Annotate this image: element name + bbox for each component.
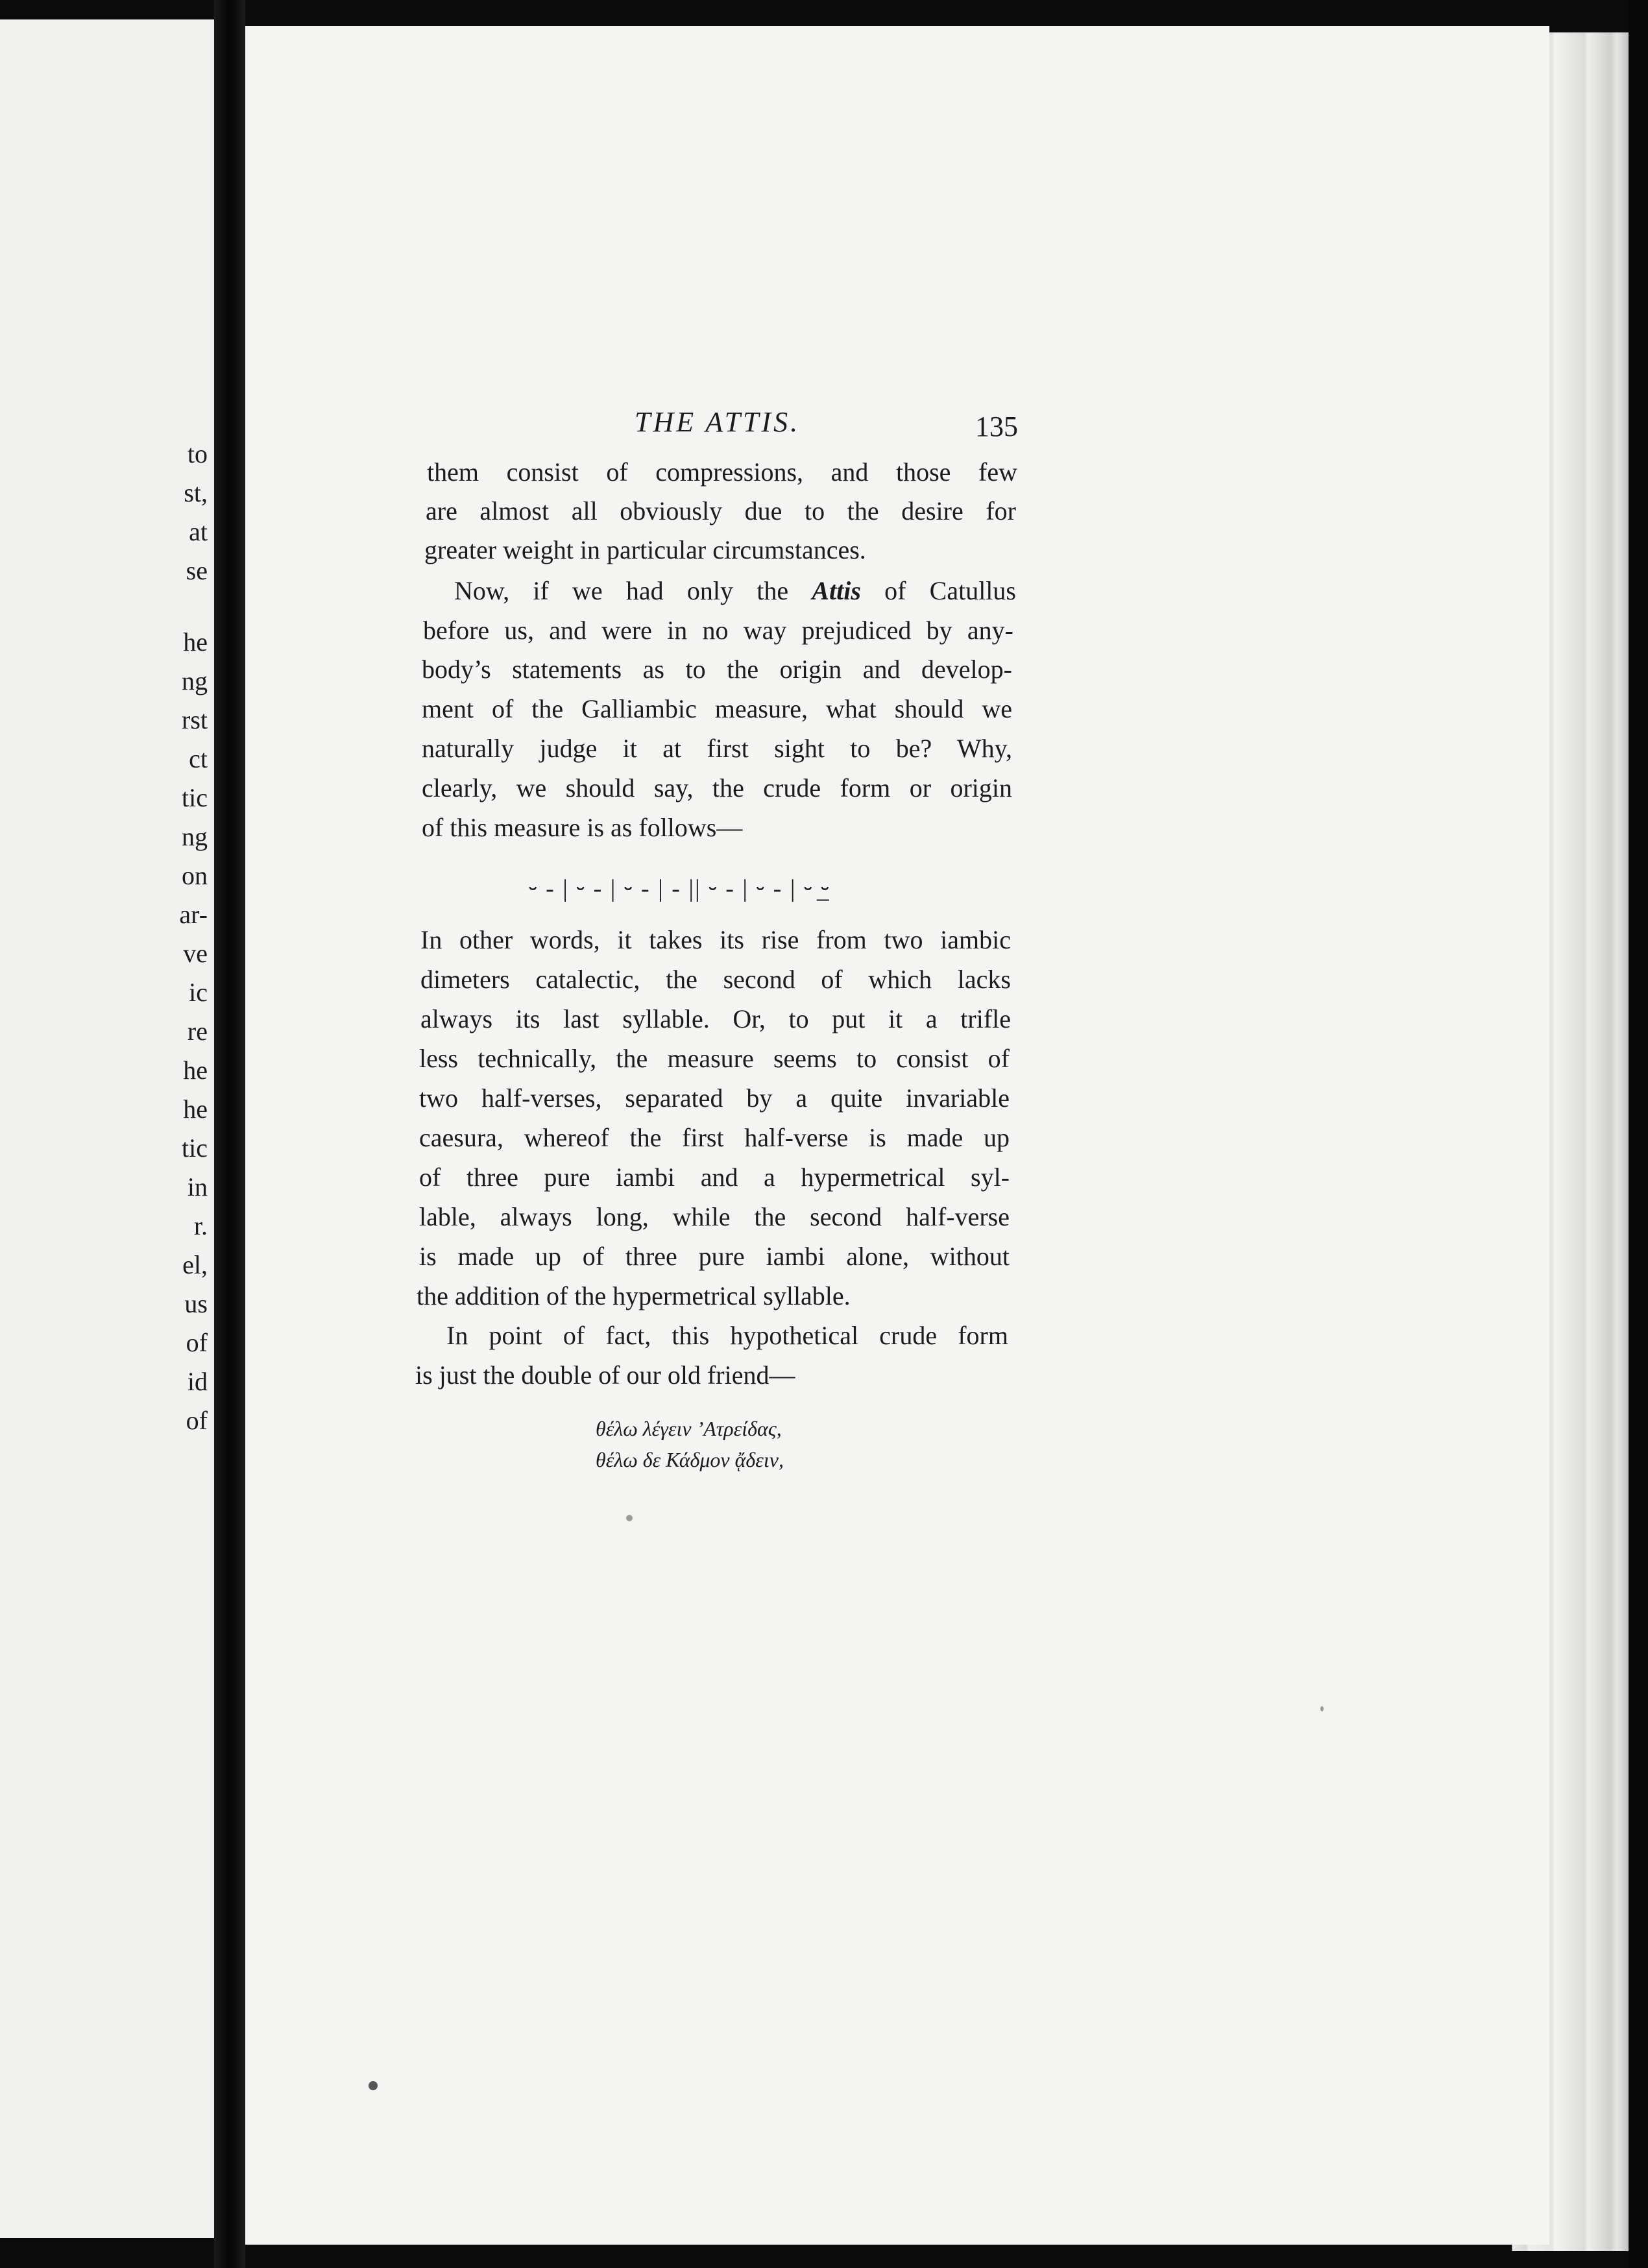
left-fragment: in: [187, 1172, 208, 1201]
italic-title: Attis: [812, 576, 861, 605]
left-fragment: to: [187, 439, 208, 468]
text-line: is just the double of our old friend—: [415, 1360, 795, 1390]
text-run: Now, if we had only the: [454, 576, 812, 605]
text-line: clearly, we should say, the crude form or origin: [422, 773, 1012, 802]
left-fragment: he: [183, 627, 208, 657]
text-line: caesura, whereof the first half-verse is made up: [419, 1123, 1010, 1152]
text-line: In other words, it takes its rise from two iambic: [420, 925, 1011, 954]
text-run: of Catullus: [860, 576, 1016, 605]
text-line: less technically, the measure seems to consist of: [419, 1044, 1010, 1073]
text-line: always its last syllable. Or, to put it a trifle: [420, 1004, 1011, 1033]
scan-speck: [369, 2081, 378, 2090]
text-line: two half-verses, separated by a quite invariable: [419, 1083, 1010, 1113]
text-line: are almost all obviously due to the desire for: [426, 496, 1016, 525]
left-fragment: ct: [189, 744, 208, 773]
text-line: of three pure iambi and a hypermetrical syl-: [419, 1163, 1010, 1192]
left-fragment: at: [189, 517, 208, 546]
text-line: [454, 578, 1016, 604]
left-fragment: of: [186, 1328, 208, 1357]
metrical-scheme: ⏑ - | ⏑ - | ⏑ - | - || ⏑ - | ⏑ - | ⏑ ⏑̲: [529, 875, 830, 902]
text-line: lable, always long, while the second half-verse: [419, 1202, 1010, 1231]
text-line: them consist of compressions, and those few: [427, 457, 1017, 487]
text-line: greater weight in particular circumstances.: [424, 535, 866, 564]
text-line: dimeters catalectic, the second of which lacks: [420, 965, 1011, 994]
left-fragment: he: [183, 1094, 208, 1124]
left-fragment: re: [187, 1017, 208, 1046]
book-gutter: [214, 0, 245, 2268]
facing-page-left: [0, 19, 214, 2238]
text-line: of this measure is as follows—: [422, 813, 743, 842]
left-fragment: se: [186, 556, 208, 585]
text-line: is made up of three pure iambi alone, without: [419, 1242, 1010, 1271]
page-number: 135: [975, 411, 1018, 442]
left-fragment: ng: [182, 666, 208, 695]
left-fragment: on: [182, 861, 208, 890]
left-fragment: tic: [182, 783, 208, 812]
greek-verse-line: θέλω λέγειν ’Ατρείδας,: [596, 1417, 782, 1440]
left-fragment: el,: [182, 1250, 208, 1279]
left-fragment: r.: [193, 1211, 208, 1240]
left-fragment: rst: [182, 705, 208, 734]
text-line: body’s statements as to the origin and develop-: [422, 655, 1012, 684]
text-line: In point of fact, this hypothetical crude form: [446, 1321, 1008, 1350]
greek-verse-line: θέλω δε Κάδμον ᾄδειν,: [596, 1448, 784, 1471]
left-fragment: tic: [182, 1133, 208, 1163]
text-line: before us, and were in no way prejudiced by any-: [423, 616, 1013, 645]
left-fragment: ve: [183, 939, 208, 968]
text-line: the addition of the hypermetrical syllable.: [417, 1281, 851, 1310]
left-fragment: us: [184, 1289, 208, 1318]
left-fragment: he: [183, 1056, 208, 1085]
left-fragment: ng: [182, 822, 208, 851]
left-fragment: st,: [184, 478, 208, 507]
edge-shadow: [1629, 0, 1648, 2268]
left-fragment: ar-: [179, 900, 208, 929]
scan-speck: [626, 1515, 633, 1521]
left-fragment: of: [186, 1406, 208, 1435]
left-fragment: ic: [189, 978, 208, 1007]
text-line: naturally judge it at first sight to be? Why,: [422, 734, 1012, 763]
running-head: THE ATTIS.: [635, 406, 801, 438]
left-fragment: id: [187, 1367, 208, 1396]
text-line: ment of the Galliambic measure, what should we: [422, 694, 1012, 723]
scan-speck: [1320, 1706, 1324, 1711]
